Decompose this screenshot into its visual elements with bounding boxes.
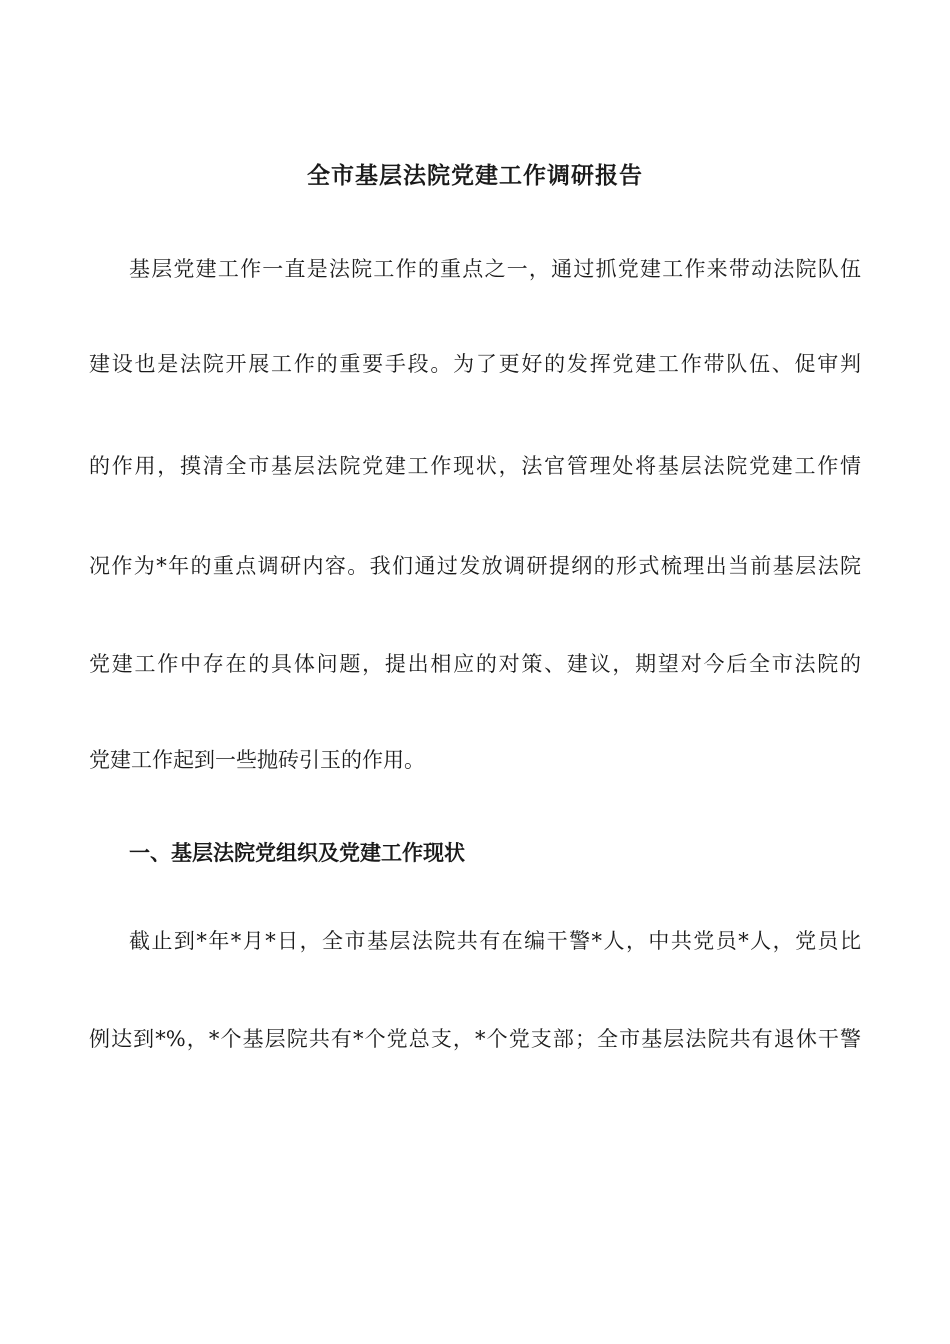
section-heading: 一、基层法院党组织及党建工作现状 bbox=[129, 840, 465, 865]
paragraph-line: 基层党建工作一直是法院工作的重点之一，通过抓党建工作来带动法院队伍 bbox=[129, 257, 861, 281]
paragraph-line: 况作为*年的重点调研内容。我们通过发放调研提纲的形式梳理出当前基层法院 bbox=[89, 554, 861, 578]
document-title: 全市基层法院党建工作调研报告 bbox=[307, 162, 643, 189]
paragraph-line: 截止到*年*月*日，全市基层法院共有在编干警*人，中共党员*人，党员比 bbox=[129, 929, 861, 953]
paragraph-line: 的作用，摸清全市基层法院党建工作现状，法官管理处将基层法院党建工作情 bbox=[89, 454, 861, 478]
paragraph-line: 党建工作中存在的具体问题，提出相应的对策、建议，期望对今后全市法院的 bbox=[89, 652, 861, 676]
paragraph-line: 建设也是法院开展工作的重要手段。为了更好的发挥党建工作带队伍、促审判 bbox=[89, 352, 861, 376]
paragraph-line: 例达到*%，*个基层院共有*个党总支，*个党支部；全市基层法院共有退休干警 bbox=[89, 1027, 861, 1051]
paragraph-line: 党建工作起到一些抛砖引玉的作用。 bbox=[89, 748, 425, 772]
